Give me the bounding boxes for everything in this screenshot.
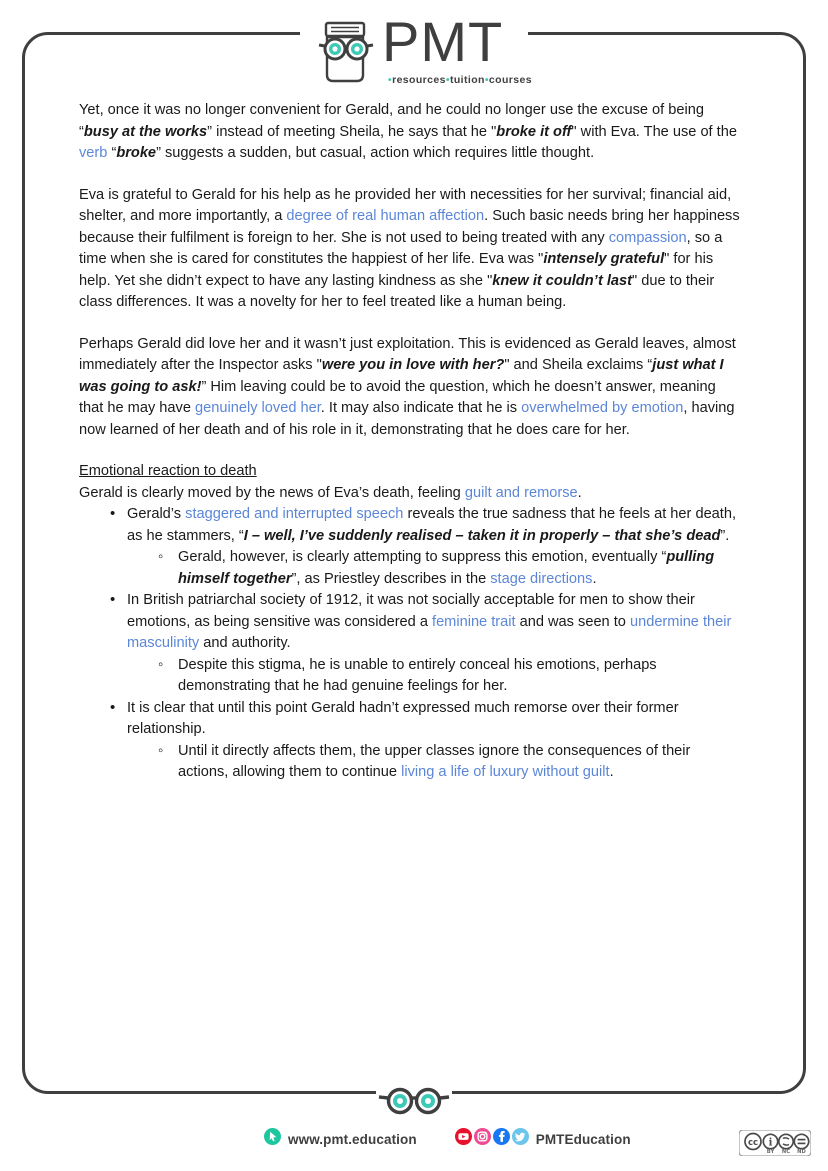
p1-text-4: “ [107, 145, 117, 161]
p2-highlight-1: degree of real human affection [286, 208, 485, 224]
svg-text:ND: ND [797, 1149, 806, 1155]
p3-text-3: ” Him leaving could be to avoid the question, which he doesn’t answer, meaning that he may have [79, 378, 716, 416]
p1-quote-2: broke it off [496, 123, 572, 140]
svg-text:NC: NC [781, 1149, 791, 1155]
list-item [110, 504, 744, 590]
p2-text-1: Eva is grateful to Gerald for his help as he provided her with necessities for her survival; financial aid, shelter, and more importantly, a [79, 186, 732, 224]
intro-highlight-1: guilt and remorse [464, 484, 578, 501]
p1-highlight-1: verb [79, 145, 108, 161]
p3-quote-1: were you in love with her? [321, 357, 505, 373]
b2-text-2: and was seen to [515, 613, 630, 630]
p3-text-4: . It may also indicate that he is [320, 400, 522, 416]
p3-highlight-2: overwhelmed by emotion [521, 400, 684, 416]
list-item [110, 590, 744, 698]
p3-quote-2: just what I was going to ask! [79, 357, 724, 395]
b1-highlight-1: staggered and interrupted speech [185, 506, 404, 522]
b1s1-highlight-1: stage directions [490, 570, 593, 587]
b2-highlight-2: undermine their masculinity [127, 613, 732, 651]
b1-text-1: Gerald’s [127, 506, 186, 522]
p1-quote-3: broke [116, 145, 157, 161]
p3-highlight-1: genuinely loved her [195, 400, 321, 416]
b2-text-1: In British patriarchal society of 1912, it was not socially acceptable for men to show their emotions, as being sensitive was considered a [127, 592, 695, 630]
p3-text-2: " and Sheila exclaims “ [504, 357, 653, 373]
b3-text-1: It is clear that until this point Gerald hadn’t expressed much remorse over their former relationship. [127, 699, 679, 737]
twitter-icon[interactable] [512, 1128, 529, 1150]
logo-wordmark: PMT [382, 10, 504, 73]
creative-commons-by-nc-nd-icon[interactable] [739, 1130, 811, 1156]
intro-text-2: . [577, 484, 582, 501]
b1s1-quote-1: pulling himself together [178, 549, 715, 587]
paragraph-1 [79, 100, 744, 165]
paragraph-2 [79, 185, 744, 314]
p2-quote-1: intensely grateful [543, 251, 665, 267]
list-item [110, 698, 744, 784]
logo-tagline: •resources•tuition•courses [388, 74, 532, 86]
tagline-resources: resources [392, 74, 446, 86]
pmt-logo [300, 10, 532, 90]
section-intro [79, 483, 744, 505]
website-url[interactable]: www.pmt.education [288, 1131, 417, 1147]
p2-text-2: . Such basic needs bring her happiness because their fulfilment is foreign to her. She is not used to being treated with any [79, 208, 740, 246]
b2-highlight-1: feminine trait [432, 613, 516, 630]
b3s1-text-2: . [609, 764, 614, 780]
paragraph-3 [79, 334, 744, 442]
bullet-list-level2 [127, 655, 744, 698]
bullet-list-level2 [127, 741, 744, 784]
cursor-circle-icon [264, 1128, 281, 1150]
list-item [158, 655, 744, 698]
p1-text-5: ” suggests a sudden, but casual, action which requires little thought. [156, 145, 595, 161]
social-group [455, 1128, 631, 1150]
b3s1-text-1: Until it directly affects them, the upper classes ignore the consequences of their actions, allowing them to continue [178, 742, 691, 780]
p2-text-3: , so a time when she is cared for constitutes the happiest of her life. Eva was " [79, 229, 723, 267]
p2-highlight-2: compassion [608, 229, 687, 246]
youtube-icon[interactable] [455, 1128, 472, 1150]
svg-text:cc: cc [747, 1138, 759, 1148]
p1-text-3: " with Eva. The use of the [571, 123, 737, 140]
b2-text-3: and authority. [199, 635, 291, 651]
b1-text-2: reveals the true sadness that he feels at her death, as he stammers, “ [127, 506, 737, 544]
p1-quote-1: busy at the works [83, 123, 208, 140]
section-heading: Emotional reaction to death [79, 463, 257, 479]
b1-quote-1: I – well, I’ve suddenly realised – taken it in properly – that she’s dead [243, 527, 721, 544]
tagline-courses: courses [488, 74, 532, 86]
b1s1-text-3: . [592, 570, 597, 587]
p2-quote-2: knew it couldn’t last [492, 272, 633, 289]
b3s1-highlight-1: living a life of luxury without guilt [401, 764, 610, 780]
tagline-tuition: tuition [449, 74, 485, 86]
p1-text-1: Yet, once it was no longer convenient for Gerald, and he could no longer use the excuse of being “ [79, 102, 704, 140]
p2-text-5: " due to their class differences. It was a novelty for her to feel treated like a human being. [79, 272, 715, 310]
p3-text-1: Perhaps Gerald did love her and it wasn’t just exploitation. This is evidenced as Gerald leaves, almost immediately after the Inspector asks " [79, 335, 736, 373]
list-item [158, 741, 744, 784]
b1s1-text-1: Gerald, however, is clearly attempting to suppress this emotion, eventually “ [178, 549, 667, 565]
intro-text-1: Gerald is clearly moved by the news of Eva’s death, feeling [79, 484, 465, 501]
p2-text-4: " for his help. Yet she didn’t expect to have any lasting kindness as she " [79, 251, 714, 289]
bullet-list-level1 [79, 504, 744, 784]
svg-text:i: i [768, 1137, 773, 1149]
website-group [264, 1128, 417, 1150]
glasses-icon [378, 1087, 450, 1115]
instagram-icon[interactable] [474, 1128, 491, 1150]
b1s1-text-2: ”, as Priestley describes in the [291, 570, 491, 587]
bullet-list-level2 [127, 547, 744, 590]
facebook-icon[interactable] [493, 1128, 510, 1150]
list-item [158, 547, 744, 590]
document-body [79, 100, 744, 784]
page-footer [0, 1128, 828, 1160]
p1-text-2: ” instead of meeting Sheila, he says that he " [207, 123, 497, 140]
p3-text-5: , having now learned of her death and of his role in it, demonstrating that he does care for her. [79, 400, 735, 438]
jar-with-glasses-icon [314, 20, 376, 84]
social-handle[interactable]: PMTEducation [535, 1131, 631, 1147]
b1-text-3: ”. [720, 527, 730, 544]
b2s1-text-1: Despite this stigma, he is unable to entirely conceal his emotions, perhaps demonstrating that he had genuine feelings for her. [178, 656, 657, 694]
svg-text:BY: BY [766, 1149, 775, 1155]
